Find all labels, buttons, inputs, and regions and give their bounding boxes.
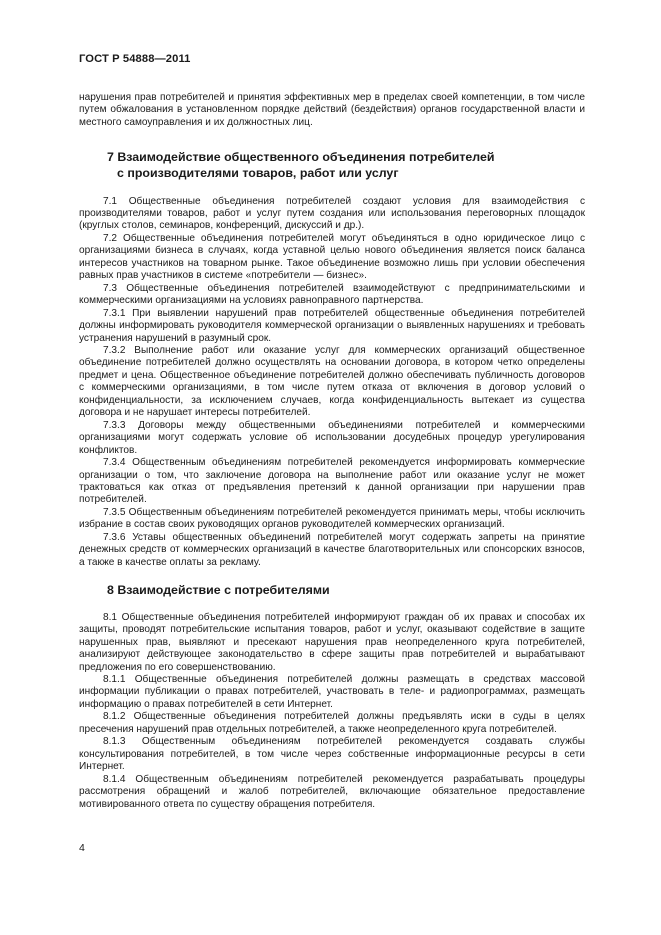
paragraph-8-1-2: 8.1.2 Общественные объединения потребителей должны предъявлять иски в суды в целях пресечения нарушений прав отдельных потребителей, а также неопределенного круга потребителей. — [79, 711, 585, 735]
section-7-heading-line-2: с производителями товаров, работ или услуг — [117, 165, 399, 180]
paragraph-8-1-4: 8.1.4 Общественным объединениям потребителей рекомендуется разрабатывать процедуры рассмотрения обращений и жалоб потребителей, включающие обязательное предоставление мотивированного ответа по существу обращения потребителя. — [79, 773, 585, 810]
paragraph-7-3-6: 7.3.6 Уставы общественных объединений потребителей могут содержать запреты на принятие денежных средств от коммерческих организаций в качестве благотворительных или спонсорских взносов, а также в качестве оплаты за рекламу. — [79, 531, 585, 568]
paragraph-7-3-4: 7.3.4 Общественным объединениям потребителей рекомендуется информировать коммерческие организации о том, что заключение договора на выполнение работ или оказание услуг не может трактоваться как отказ от предъявления претензий к данной организации при нарушении прав потребителей. — [79, 457, 585, 506]
section-7-heading — [79, 150, 585, 181]
section-8-heading: 8 Взаимодействие с потребителями — [107, 583, 330, 598]
document-header: ГОСТ Р 54888—2011 — [79, 53, 191, 65]
page-number: 4 — [79, 842, 85, 854]
paragraph-7-3-2: 7.3.2 Выполнение работ или оказание услуг для коммерческих организаций общественное объединение потребителей должно осуществлять на основании договора, в котором четко определены предмет и цена. Общественное объединение потребителей должно обеспечивать публичность договоров с коммерческими организациями, в том числе путем отказа от включения в договор условий о конфиденциальности, за исключением случаев, когда конфиденциальность вытекает из существа договора и не нарушает интересы потребителей. — [79, 344, 585, 419]
paragraph-8-1-3: 8.1.3 Общественным объединениям потребителей рекомендуется создавать службы консультирования потребителей, в том числе через собственные информационные ресурсы в сети Интернет. — [79, 736, 585, 773]
paragraph-7-3-3: 7.3.3 Договоры между общественными объединениями потребителей и коммерческими организациями могут содержать условие об использовании досудебных процедур урегулирования конфликтов. — [79, 419, 585, 456]
paragraph-7-3-1: 7.3.1 При выявлении нарушений прав потребителей общественные объединения потребителей должны информировать руководителя коммерческой организации о выявленных нарушениях и требовать устранения нарушений в разумный срок. — [79, 307, 585, 344]
paragraph-7-1: 7.1 Общественные объединения потребителей создают условия для взаимодействия с производителями товаров, работ и услуг путем создания или использования переговорных площадок (круглых столов, семинаров, конференций, дискуссий и др.). — [79, 195, 585, 232]
paragraph-7-2: 7.2 Общественные объединения потребителей могут объединяться в одно юридическое лицо с организациями бизнеса в случаях, когда уставной целью нового объединения является поиск баланса интересов участников на товарном рынке. Такое объединение возможно лишь при условии обеспечения равных прав участников в системе «потребители — бизнес». — [79, 232, 585, 282]
paragraph-8-1: 8.1 Общественные объединения потребителей информируют граждан об их правах и способах их защиты, проводят потребительские испытания товаров, работ и услуг, оказывают содействие в защите нарушенных прав, выявляют и пресекают нарушения прав неопределенного круга потребителей, анализируют действующее законодательство в сфере защиты прав потребителей и вырабатывают предложения по его совершенствованию. — [79, 611, 585, 673]
section-7-heading-line-1: 7 Взаимодействие общественного объединения потребителей — [107, 150, 495, 165]
paragraph-8-1-1: 8.1.1 Общественные объединения потребителей должны размещать в средствах массовой информации публикации о правах потребителей, участвовать в теле- и радиопрограммах, размещать информацию о правах потребителей в сети Интернет. — [79, 674, 585, 710]
intro-paragraph: нарушения прав потребителей и принятия эффективных мер в пределах своей компетенции, в том числе путем обжалования в установленном порядке действий (бездействия) органов государственной власти и местного самоуправления и их должностных лиц. — [79, 92, 585, 128]
page-body — [79, 92, 585, 811]
paragraph-7-3: 7.3 Общественные объединения потребителей взаимодействуют с предпринимательскими и коммерческими организациями на условиях равноправного партнерства. — [79, 282, 585, 307]
paragraph-7-3-5: 7.3.5 Общественным объединениям потребителей рекомендуется принимать меры, чтобы исключить избрание в состав своих руководящих органов руководителей коммерческих организаций. — [79, 506, 585, 531]
